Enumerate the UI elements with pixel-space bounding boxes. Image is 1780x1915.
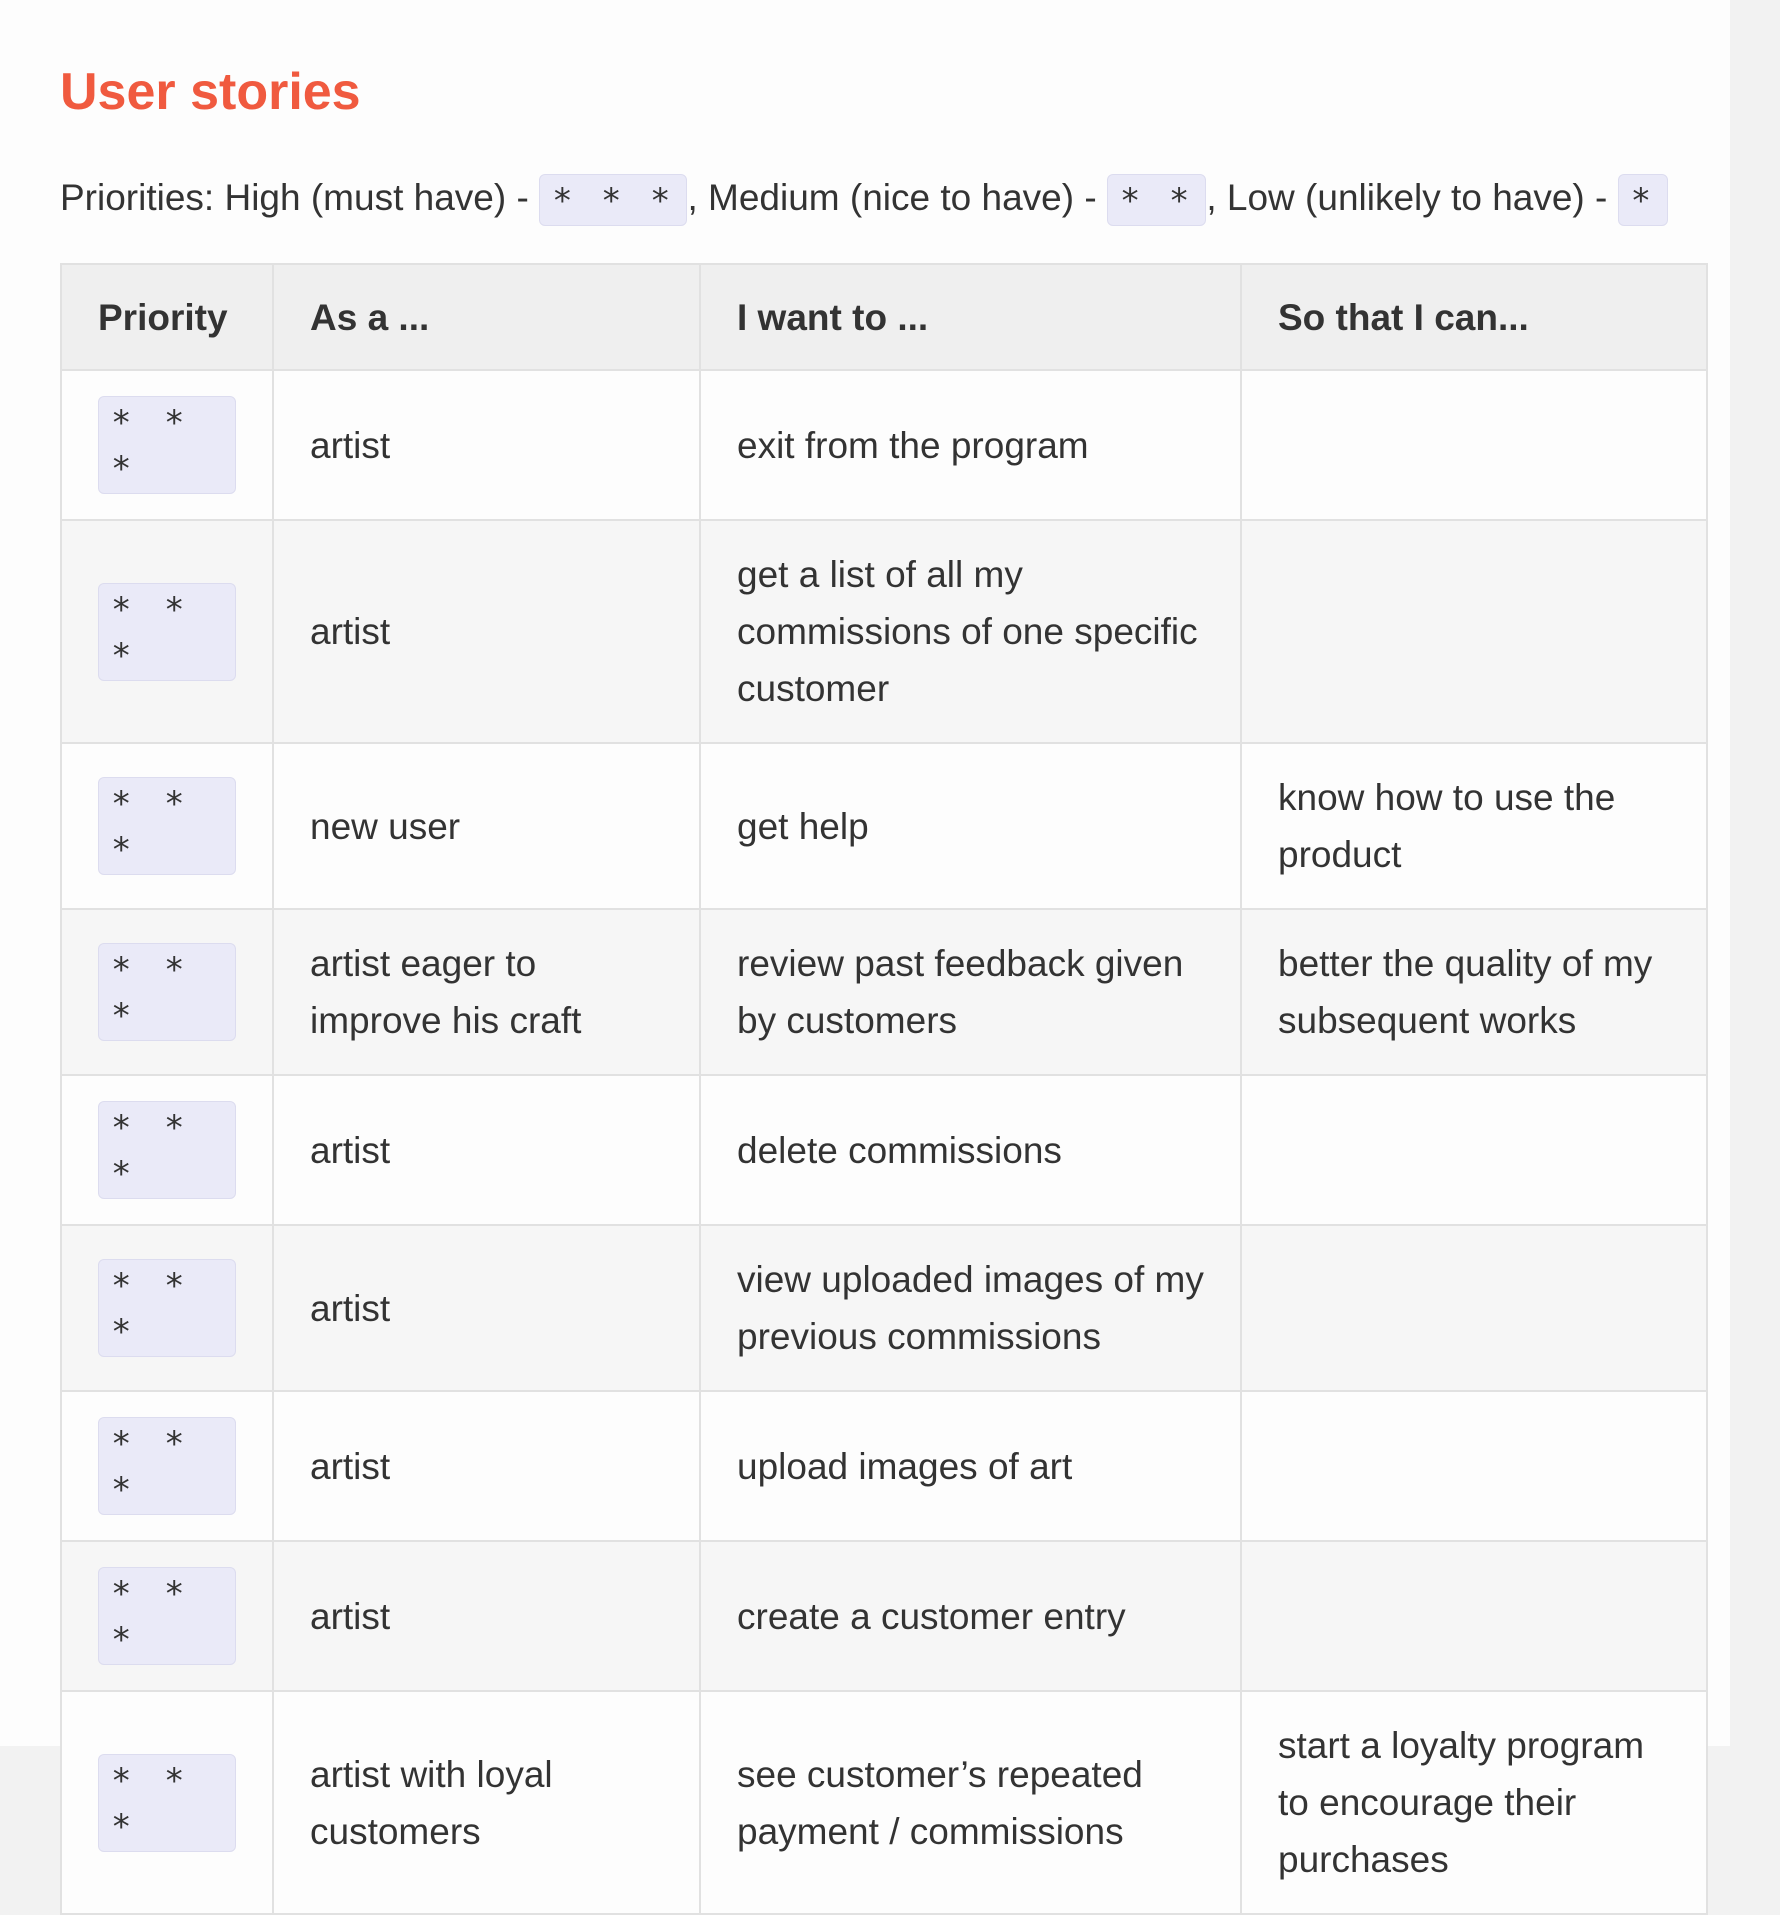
table-row	[61, 1691, 1707, 1914]
as-a-cell: artist	[273, 1075, 700, 1225]
table-row	[61, 1225, 1707, 1391]
priority-cell	[61, 1391, 273, 1541]
i-want-to-cell: view uploaded images of my previous commissions	[700, 1225, 1241, 1391]
priority-code: * * *	[98, 777, 236, 875]
so-that-cell	[1241, 1075, 1707, 1225]
as-a-cell: artist with loyal customers	[273, 1691, 700, 1914]
table-row	[61, 1541, 1707, 1691]
so-that-cell	[1241, 520, 1707, 743]
priority-cell	[61, 1691, 273, 1914]
priority-code: * * *	[98, 396, 236, 494]
as-a-cell: new user	[273, 743, 700, 909]
i-want-to-cell: get help	[700, 743, 1241, 909]
table-row	[61, 370, 1707, 520]
i-want-to-cell: see customer’s repeated payment / commissions	[700, 1691, 1241, 1914]
priority-cell	[61, 1075, 273, 1225]
i-want-to-cell: delete commissions	[700, 1075, 1241, 1225]
section-heading: User stories	[60, 63, 361, 121]
priorities-separator-medium: , Medium (nice to have) -	[687, 177, 1107, 218]
priority-cell	[61, 370, 273, 520]
header-so-that: So that I can...	[1241, 264, 1707, 370]
priorities-legend	[60, 168, 1720, 228]
user-stories-table	[60, 263, 1708, 1915]
priorities-separator-low: , Low (unlikely to have) -	[1206, 177, 1618, 218]
priority-cell	[61, 909, 273, 1075]
table-header-row	[61, 264, 1707, 370]
table-row	[61, 1391, 1707, 1541]
so-that-cell: better the quality of my subsequent works	[1241, 909, 1707, 1075]
table-row	[61, 909, 1707, 1075]
i-want-to-cell: create a customer entry	[700, 1541, 1241, 1691]
priority-code: * * *	[98, 1754, 236, 1852]
as-a-cell: artist eager to improve his craft	[273, 909, 700, 1075]
priority-code: * * *	[98, 1101, 236, 1199]
as-a-cell: artist	[273, 520, 700, 743]
priority-cell	[61, 1225, 273, 1391]
so-that-cell	[1241, 1391, 1707, 1541]
so-that-cell: start a loyalty program to encourage their purchases	[1241, 1691, 1707, 1914]
table-row	[61, 1075, 1707, 1225]
as-a-cell: artist	[273, 1541, 700, 1691]
priority-code: * * *	[98, 1417, 236, 1515]
i-want-to-cell: get a list of all my commissions of one specific customer	[700, 520, 1241, 743]
priority-cell	[61, 520, 273, 743]
priority-cell	[61, 1541, 273, 1691]
i-want-to-cell: review past feedback given by customers	[700, 909, 1241, 1075]
table-row	[61, 520, 1707, 743]
table-row	[61, 743, 1707, 909]
so-that-cell	[1241, 370, 1707, 520]
header-i-want-to: I want to ...	[700, 264, 1241, 370]
priority-code: * * *	[98, 1259, 236, 1357]
priority-code: * * *	[98, 1567, 236, 1665]
priorities-prefix: Priorities: High (must have) -	[60, 177, 540, 218]
so-that-cell	[1241, 1541, 1707, 1691]
as-a-cell: artist	[273, 1225, 700, 1391]
so-that-cell: know how to use the product	[1241, 743, 1707, 909]
priority-code: * * *	[98, 583, 236, 681]
as-a-cell: artist	[273, 1391, 700, 1541]
header-priority: Priority	[61, 264, 273, 370]
so-that-cell	[1241, 1225, 1707, 1391]
i-want-to-cell: upload images of art	[700, 1391, 1241, 1541]
priority-code: * * *	[98, 943, 236, 1041]
priority-medium-code: * *	[1107, 174, 1206, 226]
priority-low-code: *	[1618, 174, 1668, 226]
priority-high-code: * * *	[539, 174, 687, 226]
header-as-a: As a ...	[273, 264, 700, 370]
table-body	[61, 370, 1707, 1914]
as-a-cell: artist	[273, 370, 700, 520]
i-want-to-cell: exit from the program	[700, 370, 1241, 520]
priority-cell	[61, 743, 273, 909]
